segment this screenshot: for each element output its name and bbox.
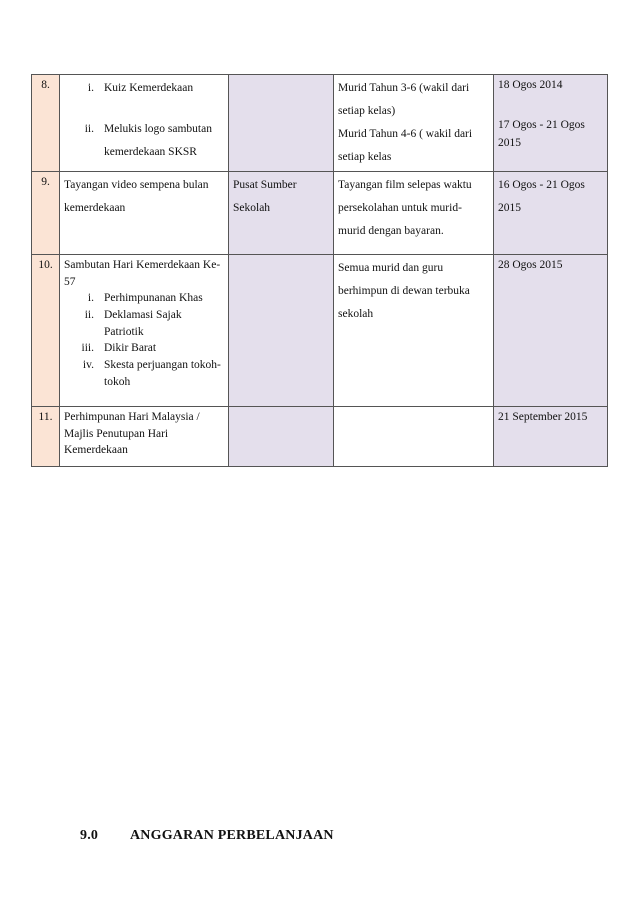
table-row	[32, 172, 608, 255]
list-item: ii. Melukis logo sambutan kemerdekaan SKSR	[84, 123, 212, 158]
location-cell: Pusat Sumber Sekolah	[229, 172, 334, 255]
list-item: i. Kuiz Kemerdekaan	[87, 82, 194, 94]
location-cell	[229, 407, 334, 467]
section-number: 9.0	[80, 828, 99, 843]
date-cell: 28 Ogos 2015	[494, 255, 608, 407]
list-item: iii. Dikir Barat	[81, 342, 157, 355]
list-item: ii. Deklamasi Sajak Patriotik	[84, 309, 182, 338]
section-title: ANGGARAN PERBELANJAAN	[130, 828, 334, 843]
list-item: i. Perhimpunanan Khas	[87, 292, 203, 305]
target-cell	[334, 407, 494, 467]
target-cell: Semua murid dan guru berhimpun di dewan terbuka sekolah	[334, 255, 494, 407]
activity-title: Sambutan Hari Kemerdekaan Ke-57	[64, 259, 221, 288]
target-cell: Murid Tahun 3-6 (wakil dari setiap kelas) Murid Tahun 4-6 ( wakil dari setiap kelas	[334, 75, 494, 172]
activity-schedule-table	[31, 74, 608, 467]
list-item: iv. Skesta perjuangan tokoh-tokoh	[82, 359, 221, 388]
table-row	[32, 75, 608, 172]
table-row	[32, 255, 608, 407]
location-cell	[229, 255, 334, 407]
activity-cell: Tayangan video sempena bulan kemerdekaan	[60, 172, 229, 255]
target-cell: Tayangan film selepas waktu persekolahan untuk murid-murid dengan bayaran.	[334, 172, 494, 255]
activity-cell	[60, 255, 229, 407]
row-number: 9.	[32, 172, 60, 255]
activity-cell: Perhimpunan Hari Malaysia / Majlis Penutupan Hari Kemerdekaan	[60, 407, 229, 467]
location-cell	[229, 75, 334, 172]
date-cell: 21 September 2015	[494, 407, 608, 467]
row-number: 11.	[32, 407, 60, 467]
table-row	[32, 407, 608, 467]
row-number: 8.	[32, 75, 60, 172]
date-cell: 16 Ogos - 21 Ogos 2015	[494, 172, 608, 255]
date-cell: 18 Ogos 2014 17 Ogos - 21 Ogos 2015	[494, 75, 608, 172]
section-heading	[80, 828, 334, 844]
row-number: 10.	[32, 255, 60, 407]
activity-cell	[60, 75, 229, 172]
